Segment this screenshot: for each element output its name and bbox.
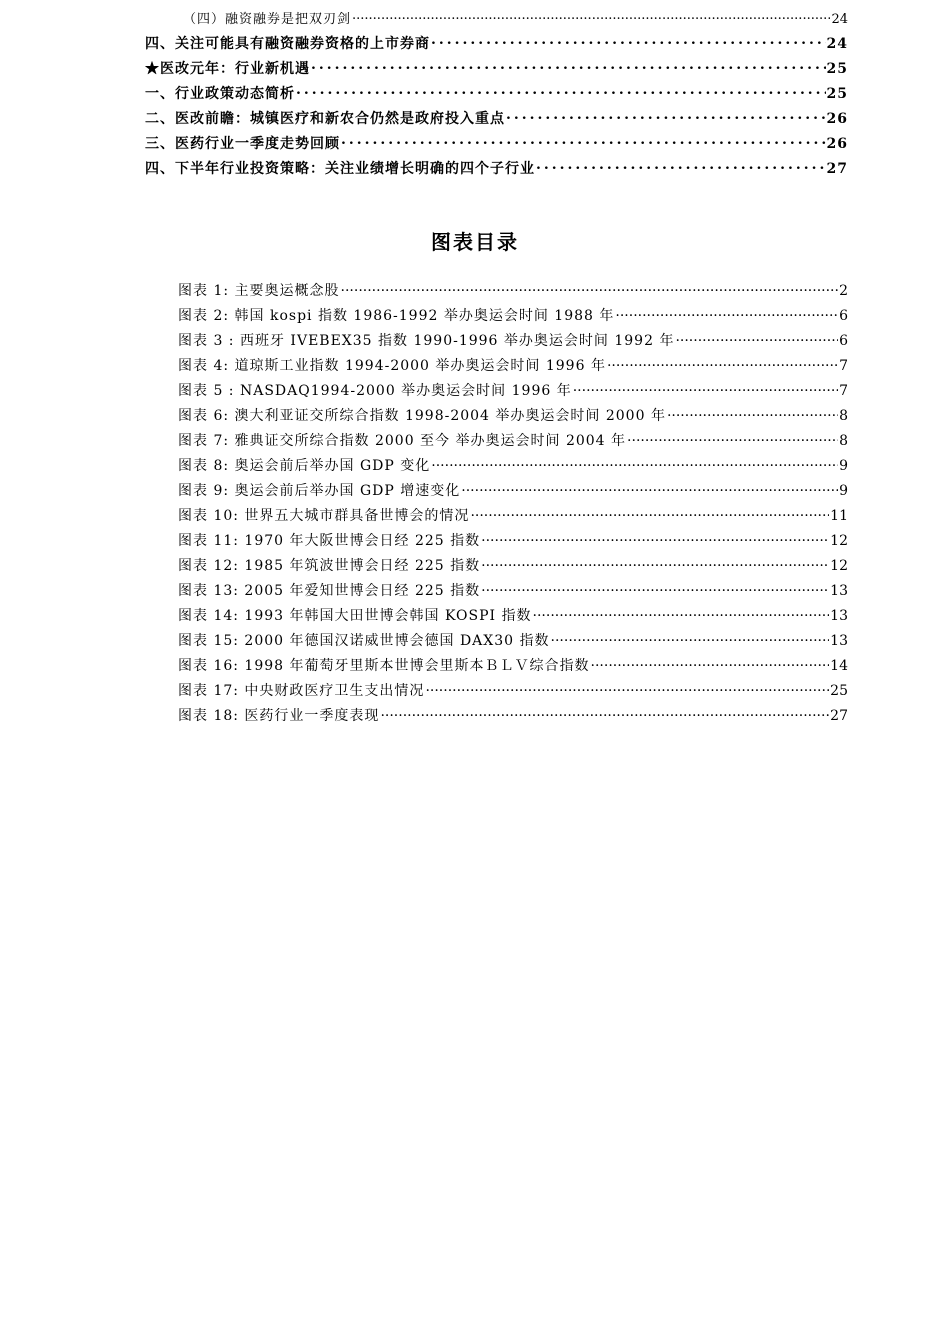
figure-entry[interactable]	[178, 680, 848, 700]
figure-entry-title: 图表 7: 雅典证交所综合指数 2000 至今 举办奥运会时间 2004 年	[178, 433, 627, 449]
figure-entry-page: 9	[839, 483, 848, 499]
toc-entry-page: 26	[826, 111, 848, 127]
figure-entry-page: 13	[830, 583, 848, 599]
figure-leader-dots	[627, 431, 838, 445]
figure-entry-page: 25	[830, 683, 848, 699]
toc-entry-page: 24	[826, 36, 848, 52]
toc-entry[interactable]	[145, 58, 848, 78]
figure-entry[interactable]	[178, 580, 848, 600]
toc-entry-title: 二、医改前瞻：城镇医疗和新农合仍然是政府投入重点	[145, 111, 505, 127]
toc-entry[interactable]	[145, 33, 848, 53]
figure-entry[interactable]	[178, 605, 848, 625]
figure-entry[interactable]	[178, 330, 848, 350]
figure-entry-title: 图表 13: 2005 年爱知世博会日经 225 指数	[178, 583, 481, 599]
figure-leader-dots	[607, 356, 838, 370]
figure-entry-title: 图表 10: 世界五大城市群具备世博会的情况	[178, 508, 470, 524]
figure-entry-title: 图表 16: 1998 年葡萄牙里斯本世博会里斯本ＢＬＶ综合指数	[178, 658, 590, 674]
figure-entry-page: 27	[830, 708, 848, 724]
toc-entry-page: 27	[826, 161, 848, 177]
figures-heading: 图表目录	[431, 230, 519, 254]
figure-entry-page: 12	[830, 558, 848, 574]
figure-entry-page: 11	[830, 508, 848, 524]
figure-leader-dots	[481, 531, 829, 545]
figure-entry[interactable]	[178, 630, 848, 650]
toc-entry-page: 25	[826, 61, 848, 77]
figure-leader-dots	[675, 331, 838, 345]
figure-leader-dots	[551, 631, 830, 645]
figure-entry[interactable]	[178, 305, 848, 325]
figure-entry-page: 8	[839, 408, 848, 424]
figure-entry[interactable]	[178, 380, 848, 400]
figure-entry[interactable]	[178, 530, 848, 550]
figure-entry-title: 图表 5 : NASDAQ1994-2000 举办奥运会时间 1996 年	[178, 383, 572, 399]
figure-entry[interactable]	[178, 655, 848, 675]
figure-entry-page: 9	[839, 458, 848, 474]
figure-leader-dots	[573, 381, 838, 395]
toc-leader-dots	[431, 34, 826, 48]
figure-entry-title: 图表 15: 2000 年德国汉诺威世博会德国 DAX30 指数	[178, 633, 550, 649]
toc-entry-title: 四、关注可能具有融资融券资格的上市券商	[145, 36, 430, 52]
toc-leader-dots	[341, 134, 826, 148]
figure-entry[interactable]	[178, 430, 848, 450]
figure-entry-page: 6	[839, 308, 848, 324]
figure-leader-dots	[425, 681, 829, 695]
figure-entry-title: 图表 12: 1985 年筑波世博会日经 225 指数	[178, 558, 481, 574]
figure-entry-page: 8	[839, 433, 848, 449]
toc-entry[interactable]	[145, 108, 848, 128]
figure-entry[interactable]	[178, 455, 848, 475]
figure-entry-page: 7	[839, 358, 848, 374]
figure-entry-title: 图表 4: 道琼斯工业指数 1994-2000 举办奥运会时间 1996 年	[178, 358, 606, 374]
toc-entry[interactable]	[183, 8, 848, 27]
figure-entry[interactable]	[178, 705, 848, 725]
toc-entry-page: 26	[826, 136, 848, 152]
toc-entry-title: 四、下半年行业投资策略：关注业绩增长明确的四个子行业	[145, 161, 535, 177]
figure-entry-title: 图表 17: 中央财政医疗卫生支出情况	[178, 683, 425, 699]
figure-leader-dots	[615, 306, 838, 320]
figure-entry[interactable]	[178, 355, 848, 375]
figure-leader-dots	[481, 556, 829, 570]
figure-leader-dots	[533, 606, 830, 620]
toc-leader-dots	[311, 59, 826, 73]
figure-entry-title: 图表 1: 主要奥运概念股	[178, 283, 340, 299]
figure-entry-title: 图表 9: 奥运会前后举办国 GDP 增速变化	[178, 483, 461, 499]
toc-entry-title: 三、医药行业一季度走势回顾	[145, 136, 340, 152]
figure-entry[interactable]	[178, 280, 848, 300]
figure-entry-page: 14	[830, 658, 848, 674]
figure-entry-page: 13	[830, 633, 848, 649]
figure-leader-dots	[470, 506, 829, 520]
figure-entry-page: 7	[839, 383, 848, 399]
toc-entry[interactable]	[145, 158, 848, 178]
toc-leader-dots	[536, 159, 826, 173]
toc-entry-title: （四）融资融券是把双刃剑	[183, 12, 352, 27]
figure-entry-title: 图表 6: 澳大利亚证交所综合指数 1998-2004 举办奥运会时间 2000 年	[178, 408, 666, 424]
figure-entry-title: 图表 3 : 西班牙 IVEBEX35 指数 1990-1996 举办奥运会时间 1992 年	[178, 333, 675, 349]
figure-entry[interactable]	[178, 405, 848, 425]
figure-leader-dots	[591, 656, 830, 670]
figure-leader-dots	[461, 481, 838, 495]
toc-entry-title: 一、行业政策动态简析	[145, 86, 295, 102]
figure-entry-page: 6	[839, 333, 848, 349]
figure-entry[interactable]	[178, 505, 848, 525]
figure-leader-dots	[341, 281, 839, 295]
figure-leader-dots	[431, 456, 838, 470]
figure-entry-title: 图表 18: 医药行业一季度表现	[178, 708, 380, 724]
toc-leader-dots	[506, 109, 826, 123]
toc-entry-page: 24	[831, 12, 848, 27]
figure-entry[interactable]	[178, 480, 848, 500]
figure-entry-page: 12	[830, 533, 848, 549]
figure-entry-page: 2	[839, 283, 848, 299]
toc-entry[interactable]	[145, 83, 848, 103]
toc-entry-page: 25	[826, 86, 848, 102]
figure-entry-page: 13	[830, 608, 848, 624]
figure-entry-title: 图表 2: 韩国 kospi 指数 1986-1992 举办奥运会时间 1988 年	[178, 308, 615, 324]
figure-leader-dots	[667, 406, 838, 420]
toc-leader-dots	[352, 10, 830, 23]
figure-entry[interactable]	[178, 555, 848, 575]
figure-leader-dots	[380, 706, 829, 720]
figure-entry-title: 图表 11: 1970 年大阪世博会日经 225 指数	[178, 533, 481, 549]
figure-entry-title: 图表 14: 1993 年韩国大田世博会韩国 KOSPI 指数	[178, 608, 532, 624]
toc-entry-title: ★医改元年：行业新机遇	[145, 61, 310, 77]
figure-entry-title: 图表 8: 奥运会前后举办国 GDP 变化	[178, 458, 431, 474]
toc-entry[interactable]	[145, 133, 848, 153]
toc-leader-dots	[296, 84, 826, 98]
figure-leader-dots	[481, 581, 829, 595]
